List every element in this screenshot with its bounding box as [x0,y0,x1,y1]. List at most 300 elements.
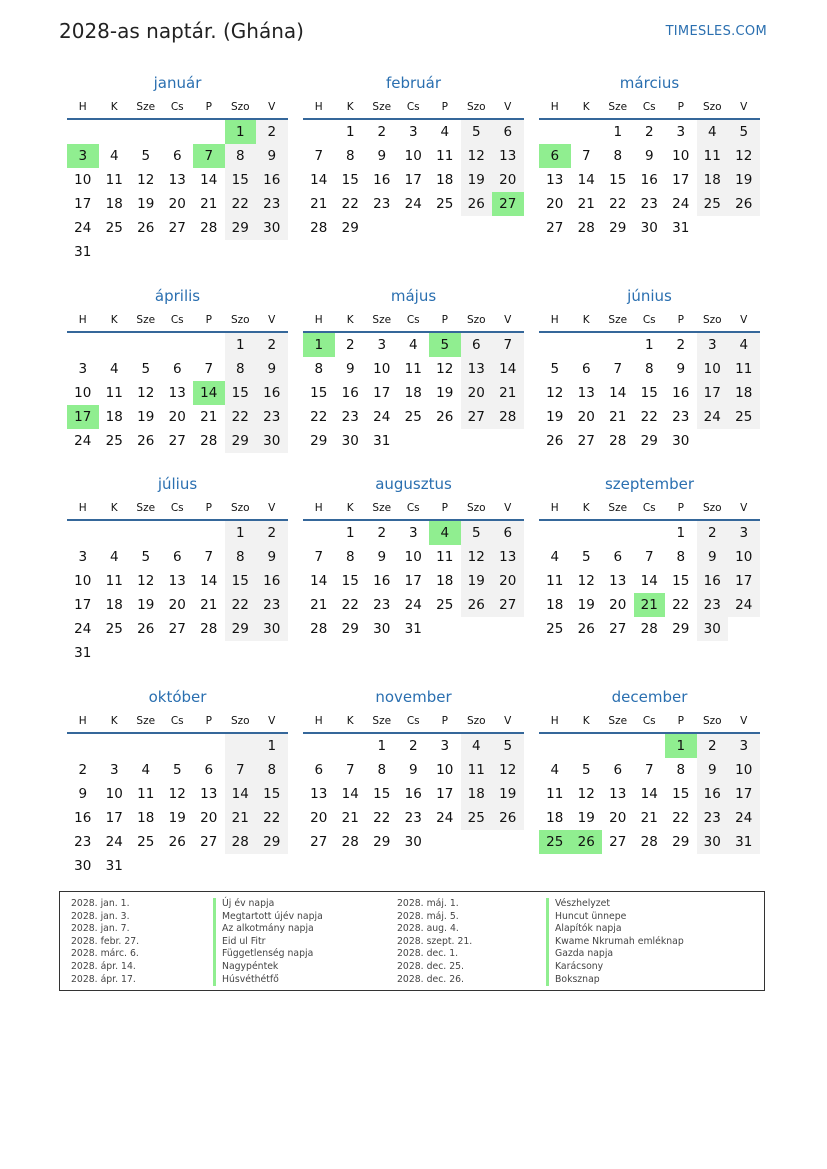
day-cell: 20 [168,409,186,425]
day-cell: 21 [200,597,218,613]
day-cell: 1 [225,333,257,357]
day-cell: 17 [697,381,729,405]
empty-day-cell [539,120,571,144]
day-cell: 23 [256,192,288,216]
empty-day-cell [398,429,430,453]
day-cell: 25 [461,806,493,830]
weekday-header [67,309,288,333]
empty-day-cell [634,521,666,545]
holiday-day-cell: 5 [429,333,461,357]
weekday-label: K [346,101,354,113]
empty-day-cell [429,429,461,453]
day-cell: 14 [225,782,257,806]
day-cell: 17 [404,573,422,589]
day-cell: 6 [581,361,591,377]
day-cell: 18 [105,597,123,613]
weekday-label: Sze [136,314,156,326]
empty-day-cell [429,216,461,240]
day-cell: 5 [550,361,560,377]
week-row [303,216,524,240]
day-cell: 1 [256,734,288,758]
day-cell: 19 [137,196,155,212]
weekday-label: Cs [406,101,420,113]
day-cell: 5 [141,549,151,565]
day-cell: 7 [644,762,654,778]
empty-day-cell [461,216,493,240]
week-row [303,357,524,381]
legend-holiday-name: Gazda napja [546,948,684,961]
day-cell: 13 [492,144,524,168]
holiday-day-cell: 1 [225,120,257,144]
day-cell: 22 [373,810,391,826]
legend-holiday-date: 2028. jan. 7. [71,923,130,935]
day-cell: 9 [697,545,729,569]
empty-day-cell [67,734,99,758]
weekday-label: Sze [372,715,392,727]
day-cell: 16 [404,786,422,802]
legend-holiday-name: Húsvéthétfő [213,974,323,987]
empty-day-cell [193,333,225,357]
weekday-label: H [550,502,559,514]
day-cell: 4 [440,124,450,140]
day-cell: 2 [676,337,686,353]
day-cell: 7 [314,148,324,164]
day-cell: 28 [200,433,218,449]
weekday-header [303,96,524,120]
day-cell: 23 [672,409,690,425]
day-cell: 12 [436,361,454,377]
month-name: február [385,74,442,92]
day-cell: 15 [225,569,257,593]
day-cell: 10 [697,357,729,381]
weekday-label: V [504,314,512,326]
weekday-label: K [110,101,118,113]
holiday-day-cell: 17 [67,405,99,429]
holiday-day-cell: 1 [303,333,335,357]
weekday-label: P [441,715,448,727]
weekday-label: K [110,715,118,727]
day-cell: 11 [105,385,123,401]
day-cell: 21 [310,196,328,212]
empty-day-cell [130,120,162,144]
day-cell: 16 [256,168,288,192]
weekday-label: K [346,502,354,514]
weekday-label: Sze [608,502,628,514]
day-cell: 31 [672,220,690,236]
week-row [539,120,760,144]
day-cell: 25 [105,220,123,236]
day-cell: 10 [672,148,690,164]
weekday-label: Sze [136,502,156,514]
weekday-label: H [78,715,87,727]
day-cell: 24 [74,433,92,449]
day-cell: 30 [256,429,288,453]
legend-holiday-date: 2028. jan. 3. [71,910,130,922]
day-cell: 1 [225,521,257,545]
empty-day-cell [193,120,225,144]
week-row [67,216,288,240]
day-cell: 16 [74,810,92,826]
weekday-label: H [78,101,87,113]
day-cell: 20 [609,810,627,826]
day-cell: 7 [314,549,324,565]
day-cell: 3 [408,124,418,140]
day-cell: 28 [609,433,627,449]
day-cell: 2 [408,738,418,754]
day-cell: 5 [172,762,182,778]
week-row [67,192,288,216]
legend-names-right [546,898,684,986]
weekday-label: Szo [466,715,486,727]
day-cell: 23 [74,834,92,850]
day-cell: 2 [644,124,654,140]
day-cell: 17 [436,786,454,802]
day-cell: 6 [461,333,493,357]
day-cell: 28 [341,834,359,850]
page-title: 2028-as naptár. (Ghána) [59,19,304,43]
day-cell: 22 [341,597,359,613]
day-cell: 5 [581,762,591,778]
empty-day-cell [303,521,335,545]
day-cell: 21 [341,810,359,826]
legend-holiday-name: Alapítók napja [546,923,684,936]
day-cell: 7 [581,148,591,164]
day-cell: 11 [546,573,564,589]
day-cell: 12 [577,786,595,802]
holiday-day-cell: 25 [539,830,571,854]
month-block [539,684,760,854]
day-cell: 20 [577,409,595,425]
week-row [67,854,288,878]
day-cell: 11 [461,758,493,782]
day-cell: 20 [310,810,328,826]
weekday-label: V [268,101,276,113]
legend-holiday-name: Az alkotmány napja [213,923,323,936]
day-cell: 18 [461,782,493,806]
week-row [67,617,288,641]
month-name: május [390,287,437,305]
weekday-label: Szo [466,101,486,113]
legend-holiday-date: 2028. dec. 26. [397,973,464,985]
week-row [303,806,524,830]
weekday-label: Szo [466,502,486,514]
day-cell: 10 [728,758,760,782]
empty-day-cell [130,521,162,545]
day-cell: 12 [546,385,564,401]
day-cell: 29 [373,834,391,850]
week-row [67,782,288,806]
week-row [539,381,760,405]
week-row [539,144,760,168]
day-cell: 20 [168,597,186,613]
weekday-label: K [110,314,118,326]
day-cell: 27 [200,834,218,850]
legend-holiday-name: Vészhelyzet [546,898,684,911]
day-cell: 28 [492,405,524,429]
empty-day-cell [130,854,162,878]
day-cell: 6 [613,762,623,778]
day-cell: 20 [461,381,493,405]
weekday-label: H [78,314,87,326]
week-row [303,333,524,357]
brand-link[interactable]: TIMESLES.COM [665,24,767,39]
day-cell: 29 [609,220,627,236]
day-cell: 14 [640,786,658,802]
empty-day-cell [162,333,194,357]
day-cell: 13 [168,172,186,188]
week-row [67,521,288,545]
day-cell: 23 [341,409,359,425]
legend-holiday-date: 2028. jan. 1. [71,898,130,909]
day-cell: 24 [74,621,92,637]
day-cell: 30 [672,433,690,449]
day-cell: 22 [672,810,690,826]
week-row [303,120,524,144]
day-cell: 12 [461,144,493,168]
weekday-label: K [582,715,590,727]
legend-holiday-date: 2028. dec. 25. [397,960,464,972]
weekday-label: Sze [136,715,156,727]
day-cell: 17 [74,196,92,212]
day-cell: 21 [225,806,257,830]
month-name: március [619,74,680,92]
day-cell: 18 [697,168,729,192]
day-cell: 9 [256,545,288,569]
week-row [67,429,288,453]
day-cell: 20 [546,196,564,212]
day-cell: 26 [461,192,493,216]
day-cell: 22 [256,806,288,830]
empty-day-cell [162,854,194,878]
day-cell: 13 [609,573,627,589]
legend-holiday-name: Függetlenség napja [213,948,323,961]
day-cell: 4 [109,148,119,164]
weekday-label: Szo [230,314,250,326]
weekday-label: Cs [642,502,656,514]
day-cell: 28 [640,621,658,637]
day-cell: 26 [137,433,155,449]
week-row [67,381,288,405]
day-cell: 20 [200,810,218,826]
empty-day-cell [99,521,131,545]
day-cell: 26 [461,593,493,617]
day-cell: 30 [256,617,288,641]
day-cell: 11 [436,148,454,164]
weekday-label: Sze [608,101,628,113]
day-cell: 27 [168,220,186,236]
day-cell: 21 [200,196,218,212]
legend-dates-right [397,898,472,986]
empty-day-cell [634,734,666,758]
day-cell: 2 [345,337,355,353]
day-cell: 25 [404,409,422,425]
weekday-label: Sze [372,314,392,326]
day-cell: 8 [314,361,324,377]
day-cell: 27 [609,834,627,850]
day-cell: 19 [492,782,524,806]
day-cell: 12 [492,758,524,782]
day-cell: 15 [341,172,359,188]
weekday-label: H [550,101,559,113]
week-row [539,545,760,569]
day-cell: 6 [492,521,524,545]
day-cell: 18 [436,573,454,589]
day-cell: 27 [609,621,627,637]
empty-day-cell [256,854,288,878]
day-cell: 8 [613,148,623,164]
day-cell: 25 [546,621,564,637]
day-cell: 11 [436,549,454,565]
day-cell: 11 [105,573,123,589]
weekday-label: P [205,502,212,514]
day-cell: 24 [404,196,422,212]
day-cell: 12 [137,172,155,188]
weekday-label: K [346,314,354,326]
week-row [539,521,760,545]
day-cell: 10 [74,172,92,188]
week-row [67,593,288,617]
day-cell: 25 [436,597,454,613]
day-cell: 26 [137,220,155,236]
weekday-label: V [740,502,748,514]
day-cell: 1 [676,525,686,541]
day-cell: 5 [492,734,524,758]
week-row [539,168,760,192]
month-block [67,70,288,264]
weekday-label: P [441,101,448,113]
day-cell: 24 [373,409,391,425]
day-cell: 24 [728,593,760,617]
empty-day-cell [67,120,99,144]
weekday-label: V [504,101,512,113]
empty-day-cell [162,120,194,144]
day-cell: 1 [345,124,355,140]
day-cell: 19 [577,597,595,613]
week-row [303,192,524,216]
day-cell: 29 [672,621,690,637]
week-row [539,830,760,854]
day-cell: 9 [256,357,288,381]
empty-day-cell [303,120,335,144]
day-cell: 3 [408,525,418,541]
day-cell: 25 [697,192,729,216]
day-cell: 1 [644,337,654,353]
day-cell: 26 [728,192,760,216]
day-cell: 27 [461,405,493,429]
empty-day-cell [99,641,131,665]
day-cell: 4 [408,337,418,353]
day-cell: 16 [373,172,391,188]
empty-day-cell [162,641,194,665]
day-cell: 28 [310,220,328,236]
empty-day-cell [461,830,493,854]
day-cell: 24 [672,196,690,212]
day-cell: 23 [697,806,729,830]
day-cell: 11 [728,357,760,381]
empty-day-cell [366,216,398,240]
day-cell: 15 [256,782,288,806]
empty-day-cell [225,641,257,665]
month-block [67,283,288,453]
day-cell: 3 [728,734,760,758]
day-cell: 15 [609,172,627,188]
day-cell: 23 [256,593,288,617]
week-row [303,144,524,168]
day-cell: 3 [377,337,387,353]
weekday-header [67,710,288,734]
day-cell: 10 [373,361,391,377]
month-block [67,684,288,878]
empty-day-cell [162,240,194,264]
day-cell: 1 [345,525,355,541]
day-cell: 15 [373,786,391,802]
day-cell: 4 [550,762,560,778]
day-cell: 14 [200,573,218,589]
day-cell: 13 [492,545,524,569]
day-cell: 7 [345,762,355,778]
week-row [303,830,524,854]
day-cell: 6 [204,762,214,778]
day-cell: 28 [200,220,218,236]
weekday-label: Cs [170,715,184,727]
empty-day-cell [162,734,194,758]
weekday-label: V [504,502,512,514]
day-cell: 15 [640,385,658,401]
empty-day-cell [492,830,524,854]
day-cell: 17 [105,810,123,826]
legend-holiday-name: Huncut ünnepe [546,911,684,924]
day-cell: 21 [492,381,524,405]
empty-day-cell [539,521,571,545]
day-cell: 28 [225,830,257,854]
weekday-label: K [110,502,118,514]
day-cell: 29 [225,617,257,641]
weekday-label: P [205,314,212,326]
day-cell: 6 [492,120,524,144]
day-cell: 16 [341,385,359,401]
day-cell: 11 [404,361,422,377]
day-cell: 7 [204,361,214,377]
day-cell: 14 [577,172,595,188]
day-cell: 22 [225,405,257,429]
empty-day-cell [130,641,162,665]
empty-day-cell [571,521,603,545]
legend-holiday-date: 2028. szept. 21. [397,935,473,947]
day-cell: 16 [697,569,729,593]
day-cell: 11 [697,144,729,168]
day-cell: 2 [377,525,387,541]
day-cell: 19 [461,168,493,192]
weekday-label: P [677,101,684,113]
day-cell: 12 [461,545,493,569]
day-cell: 17 [74,597,92,613]
day-cell: 13 [577,385,595,401]
month-name: július [157,475,198,493]
month-block [539,283,760,453]
day-cell: 29 [310,433,328,449]
weekday-header [539,309,760,333]
day-cell: 3 [440,738,450,754]
day-cell: 25 [728,405,760,429]
empty-day-cell [303,734,335,758]
empty-day-cell [728,216,760,240]
day-cell: 28 [200,621,218,637]
day-cell: 4 [461,734,493,758]
day-cell: 9 [408,762,418,778]
day-cell: 22 [341,196,359,212]
day-cell: 4 [109,361,119,377]
day-cell: 14 [341,786,359,802]
